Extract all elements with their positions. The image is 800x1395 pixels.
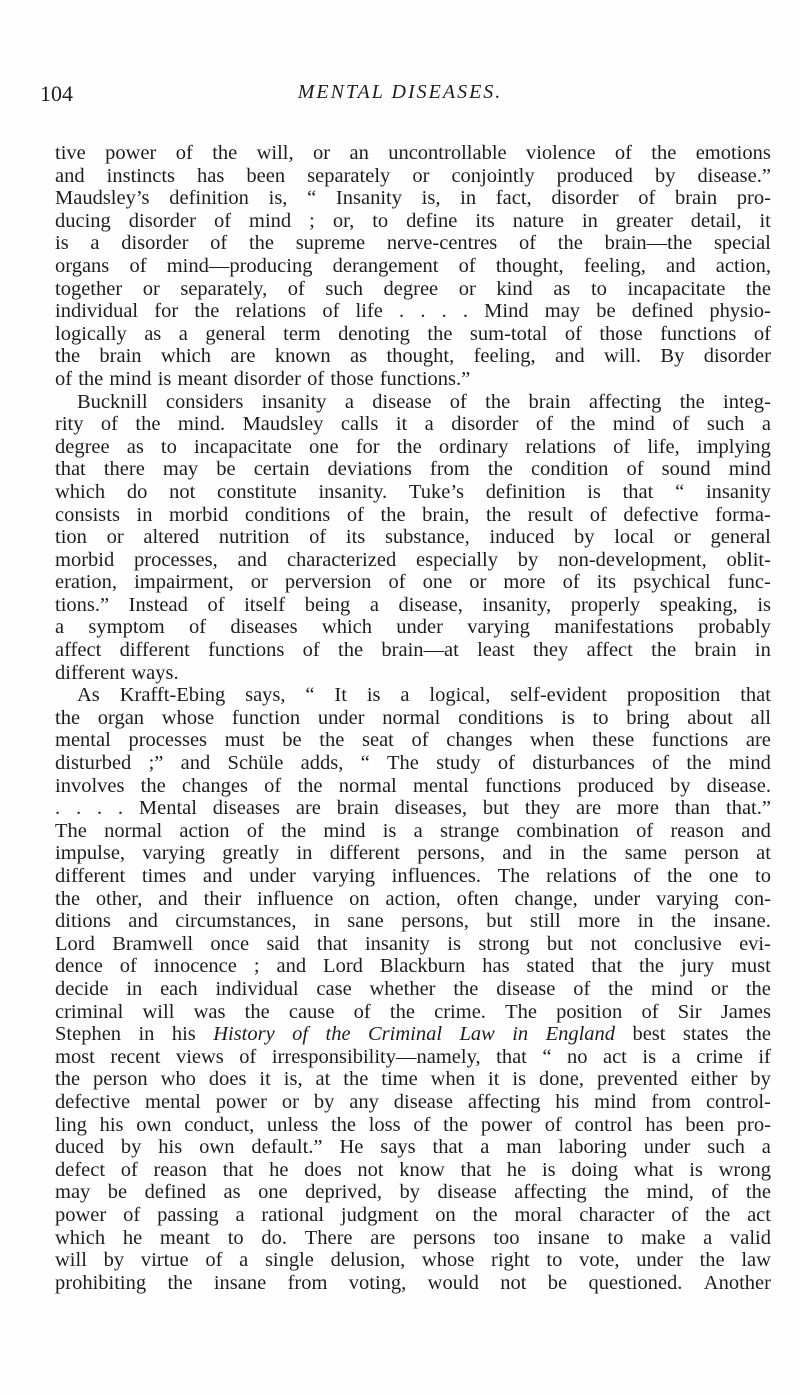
- text-line: different ways.: [55, 661, 179, 684]
- text-line: . . . . Mental diseases are brain diseases, but they are more than that.”: [55, 797, 771, 820]
- text-line: defective mental power or by any disease affecting his mind from control-: [55, 1090, 771, 1113]
- text-line: impulse, varying greatly in different persons, and in the same person at: [55, 842, 771, 865]
- text-line: the other, and their influence on action, often change, under varying con-: [55, 887, 771, 910]
- text-line: dence of innocence ; and Lord Blackburn has stated that the jury must: [55, 955, 771, 978]
- text-line: tion or altered nutrition of its substance, induced by local or general: [55, 526, 771, 549]
- text-line: rity of the mind. Maudsley calls it a disorder of the mind of such a: [55, 413, 771, 436]
- text-line: The normal action of the mind is a strange combination of reason and: [55, 819, 771, 842]
- text-line: affect different functions of the brain—at least they affect the brain in: [55, 639, 771, 662]
- text-line: is a disorder of the supreme nerve-centres of the brain—the special: [55, 232, 771, 255]
- text-line: criminal will was the cause of the crime. The position of Sir James: [55, 1000, 771, 1023]
- text-line: defect of reason that he does not know that he is doing what is wrong: [55, 1158, 771, 1181]
- text-line: ditions and circumstances, in sane persons, but still more in the insane.: [55, 910, 771, 933]
- text-line: ling his own conduct, unless the loss of the power of control has been pro-: [55, 1113, 771, 1136]
- text-line: Lord Bramwell once said that insanity is strong but not conclusive evi-: [55, 932, 771, 955]
- text-line: prohibiting the insane from voting, would not be questioned. Another: [55, 1271, 771, 1294]
- text-line: Maudsley’s definition is, “ Insanity is, in fact, disorder of brain pro-: [55, 187, 771, 210]
- text-line: disturbed ;” and Schüle adds, “ The study of disturbances of the mind: [55, 752, 771, 775]
- text-line: a symptom of diseases which under varying manifestations probably: [55, 616, 771, 639]
- text-line: individual for the relations of life . . . . Mind may be defined physio-: [55, 300, 771, 323]
- text-line: degree as to incapacitate one for the ordinary relations of life, implying: [55, 435, 771, 458]
- text-line: involves the changes of the normal mental functions produced by disease.: [55, 774, 771, 797]
- text-line: decide in each individual case whether the disease of the mind or the: [55, 977, 771, 1000]
- text-line: which do not constitute insanity. Tuke’s definition is that “ insanity: [55, 480, 771, 503]
- text-line: power of passing a rational judgment on the moral character of the act: [55, 1203, 771, 1226]
- text-line: logically as a general term denoting the sum-total of those functions of: [55, 322, 771, 345]
- text-line: most recent views of irresponsibility—namely, that “ no act is a crime if: [55, 1045, 771, 1068]
- text-line: the person who does it is, at the time when it is done, prevented either by: [55, 1068, 771, 1091]
- running-head: MENTAL DISEASES.: [297, 81, 503, 103]
- text-line: duced by his own default.” He says that a man laboring under such a: [55, 1136, 771, 1159]
- text-line: different times and under varying influences. The relations of the one to: [55, 865, 771, 887]
- text-line: of the mind is meant disorder of those functions.”: [55, 367, 471, 390]
- text-line: Bucknill considers insanity a disease of the brain affecting the integ-: [77, 390, 771, 413]
- text-line: and instincts has been separately or conjointly produced by disease.”: [55, 164, 771, 187]
- text-line: may be defined as one deprived, by disease affecting the mind, of the: [55, 1181, 771, 1204]
- text-line: will by virtue of a single delusion, whose right to vote, under the law: [55, 1249, 771, 1272]
- text-line: together or separately, of such degree or kind as to incapacitate the: [55, 277, 771, 300]
- text-line: organs of mind—producing derangement of thought, feeling, and action,: [55, 254, 771, 277]
- text-line: tions.” Instead of itself being a disease, insanity, properly speaking, is: [55, 593, 771, 616]
- text-line: the organ whose function under normal conditions is to bring about all: [55, 706, 771, 729]
- text-line: the brain which are known as thought, feeling, and will. By disorder: [55, 345, 771, 368]
- text-line: that there may be certain deviations from the condition of sound mind: [55, 458, 771, 481]
- body-text: [55, 142, 771, 1294]
- text-line: consists in morbid conditions of the brain, the result of defective forma-: [55, 503, 771, 526]
- text-line: morbid processes, and characterized especially by non-development, oblit-: [55, 548, 771, 571]
- page-header: [0, 81, 800, 111]
- text-line: mental processes must be the seat of changes when these functions are: [55, 729, 771, 752]
- page-number: 104: [40, 81, 73, 106]
- text-line: As Krafft-Ebing says, “ It is a logical, self-evident proposition that: [77, 684, 771, 707]
- text-line: eration, impairment, or perversion of one or more of its psychical func-: [55, 571, 771, 594]
- text-line: ducing disorder of mind ; or, to define its nature in greater detail, it: [55, 209, 771, 232]
- text-line: Stephen in his History of the Criminal Law in England best states the: [55, 1023, 771, 1046]
- text-line: which he meant to do. There are persons too insane to make a valid: [55, 1226, 771, 1249]
- text-line: tive power of the will, or an uncontrollable violence of the emotions: [55, 142, 771, 164]
